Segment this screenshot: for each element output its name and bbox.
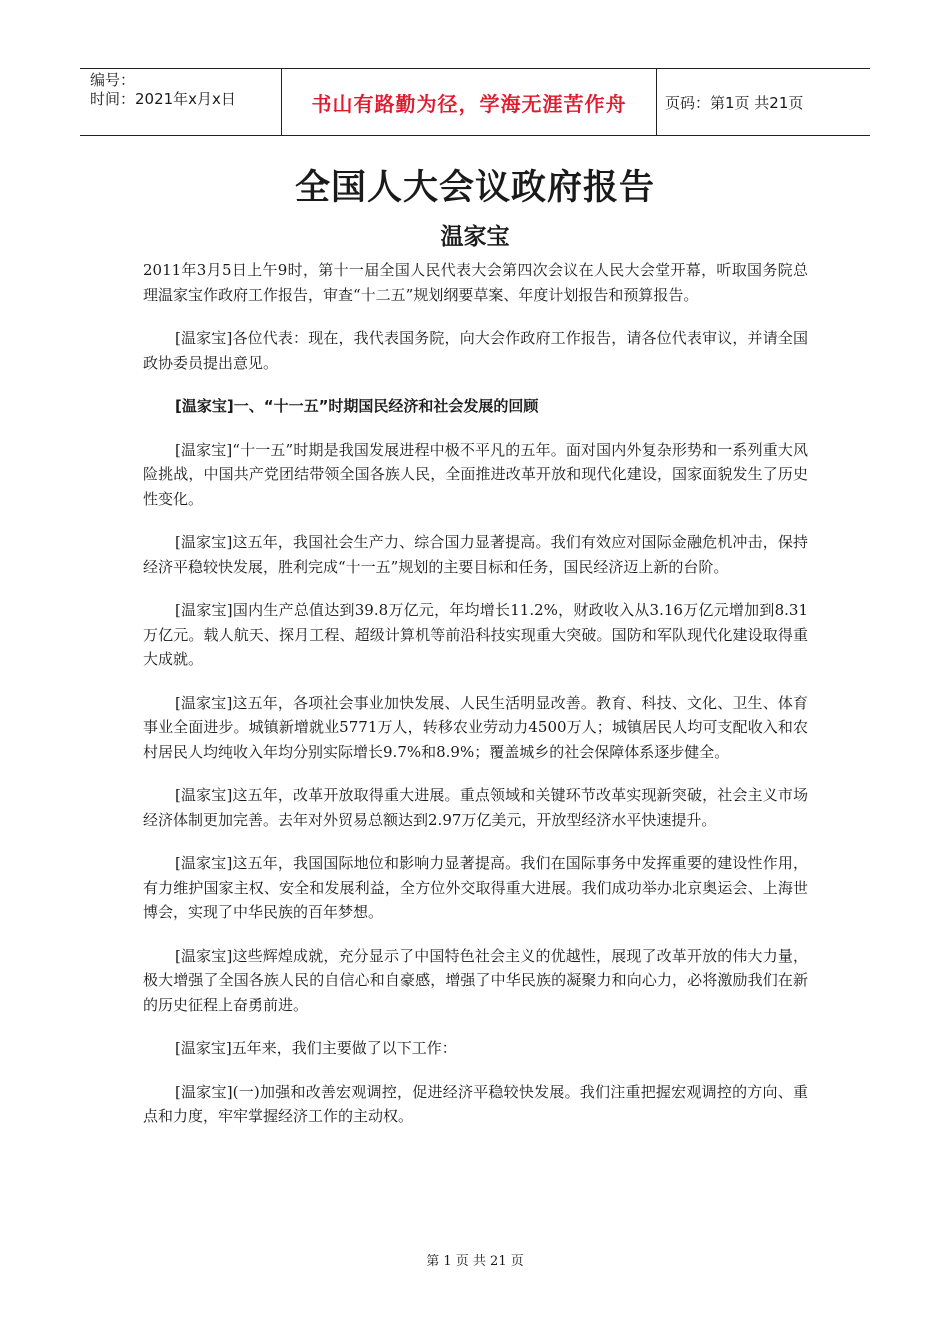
document-body: [143, 258, 808, 1148]
paragraph: [温家宝]各位代表：现在，我代表国务院，向大会作政府工作报告，请各位代表审议，并请全国政协委员提出意见。: [143, 329, 808, 372]
paragraph: [温家宝]“十一五”时期是我国发展进程中极不平凡的五年。面对国内外复杂形势和一系列重大风险挑战，中国共产党团结带领全国各族人民，全面推进改革开放和现代化建设，国家面貌发生了历史性变化。: [143, 440, 808, 508]
paragraph: [温家宝]国内生产总值达到39.8万亿元，年均增长11.2%，财政收入从3.16万亿元增加到8.31万亿元。载人航天、探月工程、超级计算机等前沿科技实现重大突破。国防和军队现代化建设取得重大成就。: [143, 601, 808, 668]
document-number-label: 编号：: [90, 71, 136, 89]
document-header: [80, 68, 870, 136]
paragraph: [温家宝]这五年，我国社会生产力、综合国力显著提高。我们有效应对国际金融危机冲击，保持经济平稳较快发展，胜利完成“十一五”规划的主要目标和任务，国民经济迈上新的台阶。: [143, 533, 808, 576]
header-motto: 书山有路勤为径，学海无涯苦作舟: [311, 91, 627, 116]
page-footer: 第 1 页 共 21 页: [426, 1254, 524, 1269]
paragraph: [温家宝]这五年，各项社会事业加快发展、人民生活明显改善。教育、科技、文化、卫生、体育事业全面进步。城镇新增就业5771万人，转移农业劳动力4500万人；城镇居民人均可支配收入和农村居民人均纯收入年均分别实际增长9.7%和8.9%；覆盖城乡的社会保障体系逐步健全。: [143, 693, 808, 761]
paragraph: [温家宝]五年来，我们主要做了以下工作：: [175, 1039, 457, 1057]
document-time-label: 时间：2021年x月x日: [90, 90, 236, 108]
paragraph: [温家宝]这五年，改革开放取得重大进展。重点领域和关键环节改革实现新突破，社会主义市场经济体制更加完善。去年对外贸易总额达到2.97万亿美元，开放型经济水平快速提升。: [143, 786, 808, 829]
paragraph: [温家宝]这五年，我国国际地位和影响力显著提高。我们在国际事务中发挥重要的建设性作用，有力维护国家主权、安全和发展利益，全方位外交取得重大进展。我们成功举办北京奥运会、上海世博会，实现了中华民族的百年梦想。: [143, 854, 808, 921]
paragraph: 2011年3月5日上午9时，第十一届全国人民代表大会第四次会议在人民大会堂开幕，听取国务院总理温家宝作政府工作报告，审查“十二五”规划纲要草案、年度计划报告和预算报告。: [143, 261, 808, 304]
document-title: 全国人大会议政府报告: [294, 168, 655, 208]
document-author: 温家宝: [440, 224, 510, 250]
header-page-cell: [657, 69, 870, 135]
section-heading: [温家宝]一、“十一五”时期国民经济和社会发展的回顾: [175, 397, 539, 415]
paragraph: [温家宝](一)加强和改善宏观调控，促进经济平稳较快发展。我们注重把握宏观调控的方向、重点和力度，牢牢掌握经济工作的主动权。: [143, 1082, 808, 1125]
paragraph: [温家宝]这些辉煌成就，充分显示了中国特色社会主义的优越性，展现了改革开放的伟大力量，极大增强了全国各族人民的自信心和自豪感，增强了中华民族的凝聚力和向心力，必将激励我们在新的历史征程上奋勇前进。: [143, 946, 808, 1014]
header-page-label: 页码：第1页 共21页: [665, 93, 804, 112]
header-meta-cell: [80, 69, 282, 135]
header-motto-cell: [282, 69, 657, 135]
